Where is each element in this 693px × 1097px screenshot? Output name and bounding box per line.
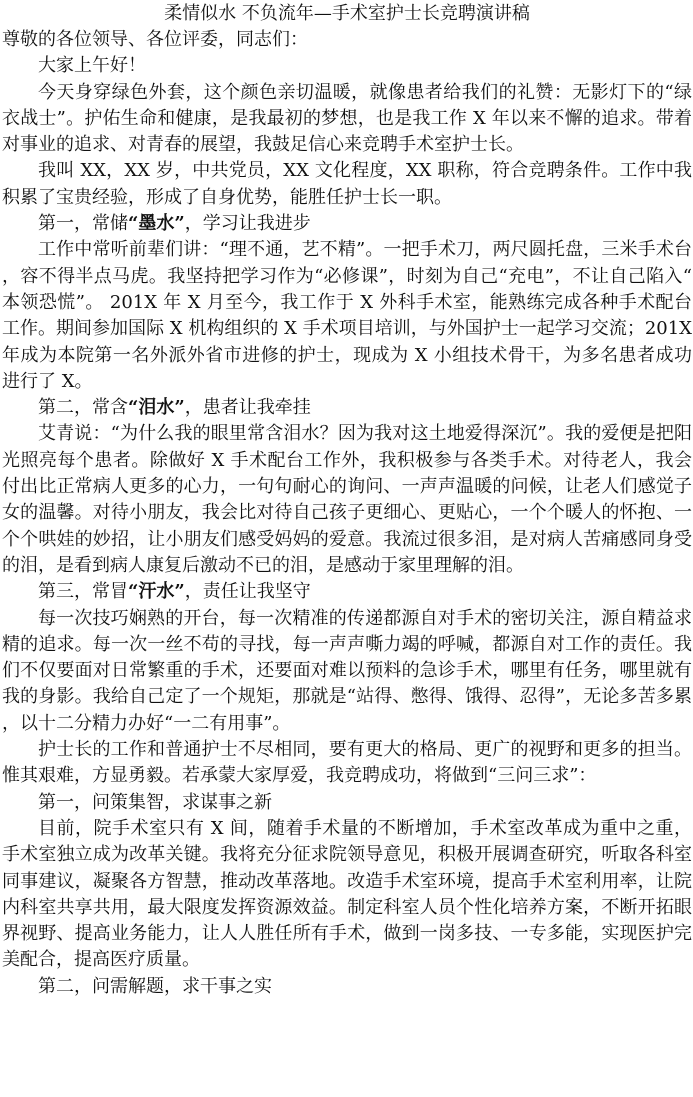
section-2-heading-suffix: ，患者让我牵挂: [184, 397, 311, 419]
intro-paragraph-1: 今天身穿绿色外套，这个颜色亲切温暖，就像患者给我们的礼赞：无影灯下的“绿衣战士”。护佑生命和健康，是我最初的梦想，也是我工作 X 年以来不懈的追求。带着对事业的追求、对青春的展望，我鼓足信心来竞聘手术室护士长。: [2, 81, 692, 156]
section-2-heading-prefix: 第二，常含: [38, 397, 128, 419]
plan-1-body: 目前，院手术室只有 X 间，随着手术量的不断增加，手术室改革成为重中之重，手术室独立成为改革关键。我将充分征求院领导意见，积极开展调查研究，听取各科室同事建议，凝聚各方智慧，推动改革落地。改造手术室环境，提高手术室利用率，让院内科室共享共用，最大限度发挥资源效益。制定科室人员个性化培养方案，不断开拓眼界视野、提高业务能力，让人人胜任所有手术，做到一岗多技、一专多能，实现医护完美配合，提高医疗质量。: [2, 817, 692, 971]
section-3-heading-prefix: 第三，常冒: [38, 581, 128, 603]
section-2-heading: [2, 395, 692, 421]
plan-1-heading: 第一，问策集智，求谋事之新: [38, 791, 272, 813]
section-1-heading-prefix: 第一，常储: [38, 213, 128, 235]
salutation: 尊敬的各位领导、各位评委，同志们：: [2, 29, 308, 50]
plan-2-heading: 第二，问需解题，求干事之实: [38, 975, 272, 997]
section-3-heading-emphasis: “汗水”: [128, 581, 185, 603]
intro-paragraph-2: 我叫 XX，XX 岁，中共党员，XX 文化程度，XX 职称，符合竞聘条件。工作中我积累了宝贵经验，形成了自身优势，能胜任护士长一职。: [2, 160, 692, 208]
document-title: 柔情似水 不负流年—手术室护士长竞聘演讲稿: [164, 3, 530, 24]
section-1-heading-emphasis: “墨水”: [128, 213, 185, 235]
section-1-body: 工作中常听前辈们讲：“理不通，艺不精”。一把手术刀，两尺圆托盘，三米手术台，容不得半点马虎。我坚持把学习作为“必修课”，时刻为自己“充电”，不让自己陷入“本领恐慌”。 201X 年 X 月至今，我工作于 X 外科手术室，能熟练完成各种手术配台工作。期间参加国际 X 机构组织的 X 手术项目培训，与外国护士一起学习交流；201X 年成为本院第一名外派外省市进修的护士，现成为 X 小组技术骨干，为多名患者成功进行了 X。: [2, 239, 692, 392]
section-2-body: 艾青说：“为什么我的眼里常含泪水？因为我对这土地爱得深沉”。我的爱便是把阳光照亮每个患者。除做好 X 手术配台工作外，我积极参与各类手术。对待老人，我会付出比正常病人更多的心力，一句句耐心的询问、一声声温暖的问候，让老人们感觉子女的温馨。对待小朋友，我会比对待自己孩子更细心、更贴心，一个个暖人的怀抱、一个个哄娃的妙招，让小朋友们感受妈妈的爱意。我流过很多泪，是对病人苦痛感同身受的泪，是看到病人康复后激动不已的泪，是感动于家里理解的泪。: [2, 423, 692, 576]
section-1-heading-suffix: ，学习让我进步: [184, 213, 311, 235]
section-3-heading: [2, 579, 692, 605]
section-3-heading-suffix: ，责任让我坚守: [184, 581, 311, 603]
section-1-heading: [2, 211, 692, 237]
section-2-heading-emphasis: “泪水”: [128, 397, 185, 419]
section-3-body: 每一次技巧娴熟的开台，每一次精准的传递都源自对手术的密切关注，源自精益求精的追求。每一次一丝不苟的寻找，每一声声嘶力竭的呼喊，都源自对工作的责任。我们不仅要面对日常繁重的手术，还要面对难以预料的急诊手术，哪里有任务，哪里就有我的身影。我给自己定了一个规矩，那就是“站得、憋得、饿得、忍得”，无论多苦多累，以十二分精力办好“一二有用事”。: [2, 607, 692, 734]
transition-paragraph: 护士长的工作和普通护士不尽相同，要有更大的格局、更广的视野和更多的担当。惟其艰难，方显勇毅。若承蒙大家厚爱，我竞聘成功，将做到“三问三求”：: [2, 739, 692, 787]
greeting: 大家上午好！: [38, 55, 146, 77]
